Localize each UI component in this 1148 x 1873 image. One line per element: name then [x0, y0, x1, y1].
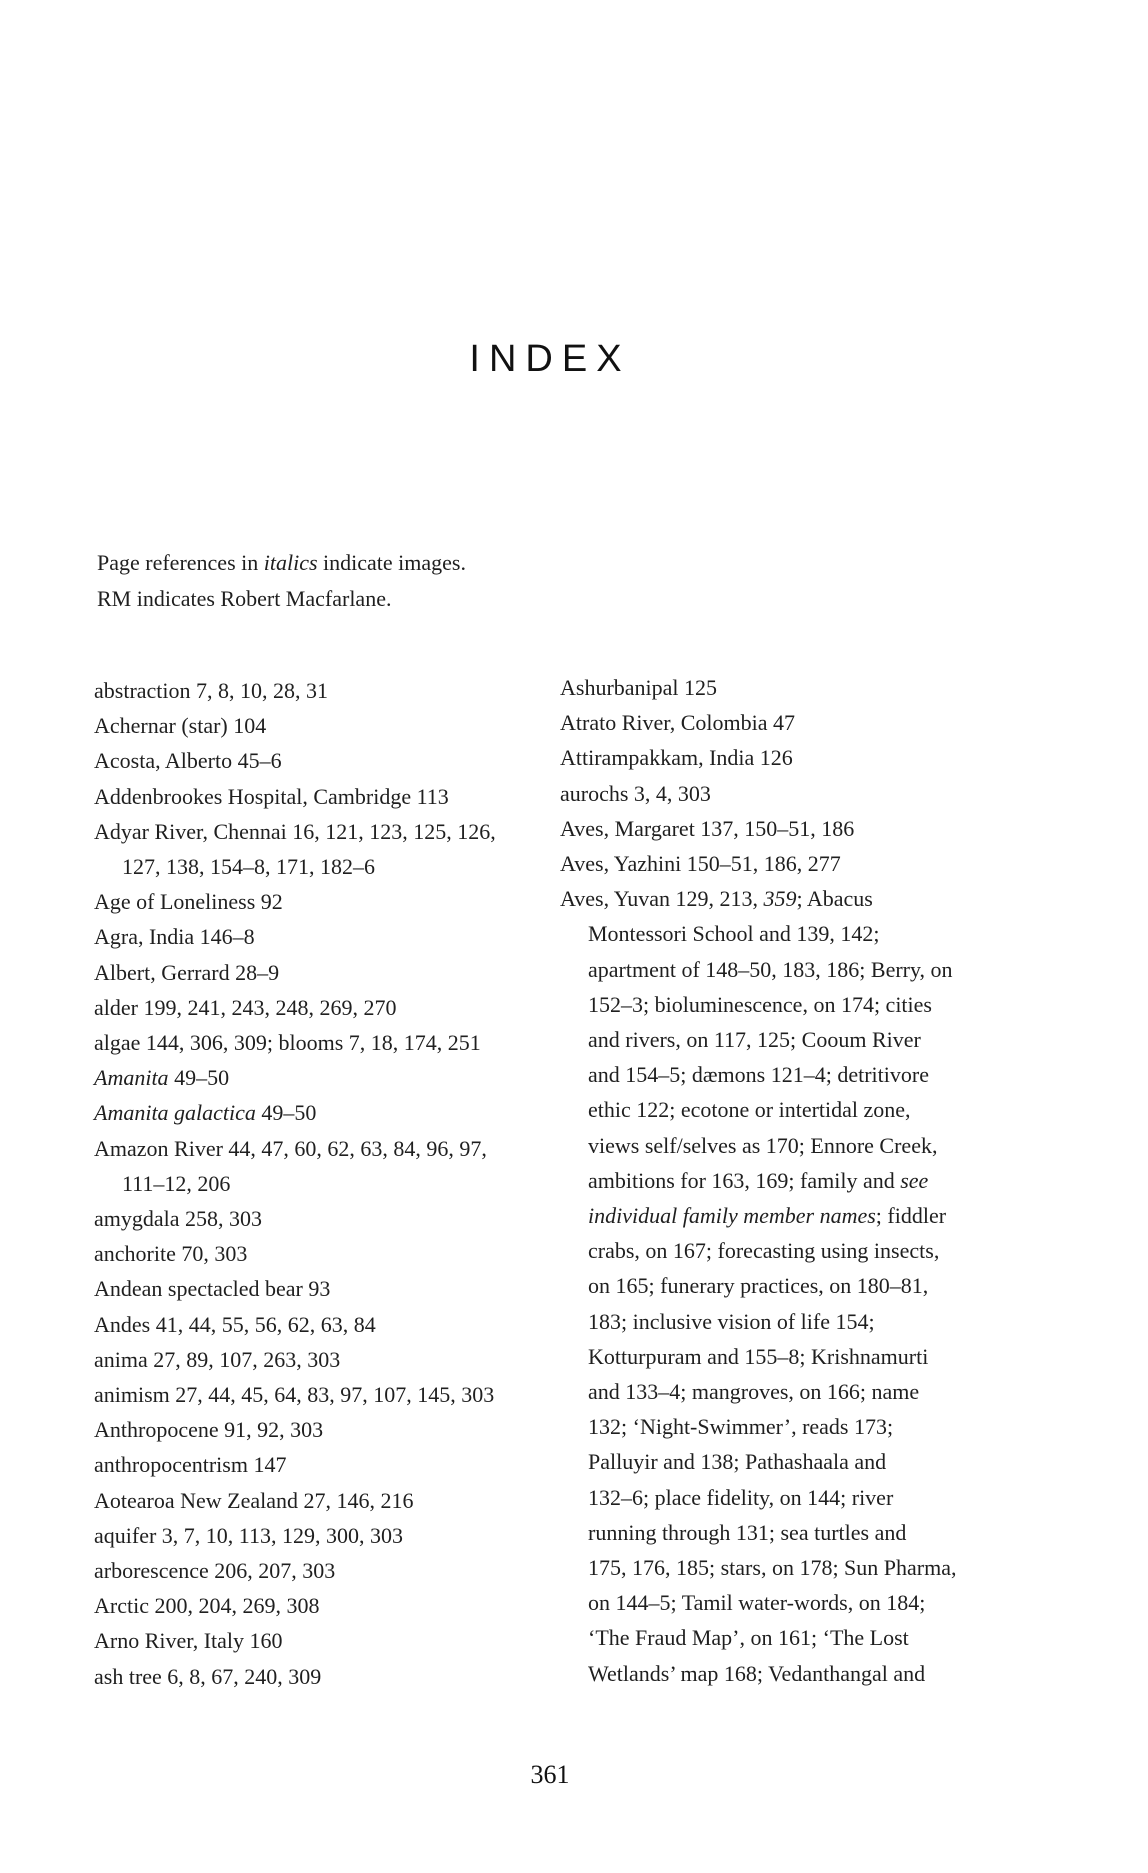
index-entry-continuation: Kotturpuram and 155–8; Krishnamurti [588, 1343, 929, 1369]
italics-note-start: Page references in [97, 550, 264, 575]
index-entry: algae 144, 306, 309; blooms 7, 18, 174, 251 [94, 1030, 481, 1056]
index-entry: Arctic 200, 204, 269, 308 [94, 1593, 320, 1619]
index-entry: alder 199, 241, 243, 248, 269, 270 [94, 994, 397, 1020]
index-entry-continuation [560, 1163, 1020, 1198]
index-entry: Anthropocene 91, 92, 303 [94, 1417, 324, 1443]
index-entry [94, 1060, 554, 1095]
index-column-right [560, 670, 1020, 1691]
index-entry: animism 27, 44, 45, 64, 83, 97, 107, 145, 303 [94, 1382, 495, 1408]
index-entry-continuation: 132; ‘Night-Swimmer’, reads 173; [588, 1414, 894, 1440]
index-entry-continuation: 183; inclusive vision of life 154; [588, 1308, 875, 1334]
index-entry-continuation: and 154–5; dæmons 121–4; detritivore [588, 1062, 929, 1088]
family-names-reference: individual family member names [588, 1203, 876, 1229]
index-entry-continuation: apartment of 148–50, 183, 186; Berry, on [588, 956, 953, 982]
index-entry-italic-term: Amanita galactica [94, 1100, 256, 1126]
page-title: INDEX [469, 338, 631, 380]
index-entry: anchorite 70, 303 [94, 1241, 248, 1267]
index-entry: amygdala 258, 303 [94, 1206, 263, 1232]
index-entry-yuvan [560, 881, 1020, 916]
index-entry: Age of Loneliness 92 [94, 889, 283, 915]
index-entry: Andean spectacled bear 93 [94, 1276, 331, 1302]
index-entry: arborescence 206, 207, 303 [94, 1558, 336, 1584]
index-entry-continuation: Montessori School and 139, 142; [588, 921, 880, 947]
index-entry-continuation: 152–3; bioluminescence, on 174; cities [588, 991, 932, 1017]
yuvan-after: ; Abacus [796, 886, 873, 912]
index-entry: Albert, Gerrard 28–9 [94, 959, 280, 985]
index-entry-continuation: 127, 138, 154–8, 171, 182–6 [122, 854, 375, 880]
index-entry [94, 1095, 554, 1130]
index-entry-pages: 49–50 [168, 1065, 230, 1091]
index-entry-continuation: 111–12, 206 [122, 1170, 231, 1196]
index-entry: Arno River, Italy 160 [94, 1628, 283, 1654]
index-entry: aquifer 3, 7, 10, 113, 129, 300, 303 [94, 1522, 403, 1548]
index-column-left [94, 673, 554, 1694]
index-entry-continuation: and rivers, on 117, 125; Cooum River [588, 1027, 921, 1053]
index-entry: Adyar River, Chennai 16, 121, 123, 125, 126, [94, 818, 496, 844]
index-entry: Amazon River 44, 47, 60, 62, 63, 84, 96, 97, [94, 1135, 487, 1161]
index-entry-italic-term: Amanita [94, 1065, 169, 1091]
index-entry: Addenbrookes Hospital, Cambridge 113 [94, 783, 449, 809]
index-entry: Attirampakkam, India 126 [560, 745, 793, 771]
index-entry: ash tree 6, 8, 67, 240, 309 [94, 1663, 322, 1689]
index-entry-continuation: ‘The Fraud Map’, on 161; ‘The Lost [588, 1625, 909, 1651]
family-line-start: ambitions for 163, 169; family and [588, 1167, 901, 1193]
index-entry-continuation: crabs, on 167; forecasting using insects, [588, 1238, 940, 1264]
index-entry-continuation: Palluyir and 138; Pathashaala and [588, 1449, 887, 1475]
index-entry: abstraction 7, 8, 10, 28, 31 [94, 678, 329, 703]
italics-note-word: italics [263, 550, 318, 575]
index-entry: Aves, Margaret 137, 150–51, 186 [560, 815, 855, 841]
rm-note: RM indicates Robert Macfarlane. [97, 586, 392, 611]
index-entry: Ashurbanipal 125 [560, 675, 718, 700]
index-entry-continuation: on 165; funerary practices, on 180–81, [588, 1273, 929, 1299]
italics-note-end: indicate images. [317, 550, 466, 575]
index-entry: anthropocentrism 147 [94, 1452, 287, 1478]
index-entry-continuation: running through 131; sea turtles and [588, 1519, 907, 1545]
family-line-after: ; fiddler [875, 1203, 947, 1229]
index-entry-pages: 49–50 [255, 1100, 317, 1126]
index-entry-continuation: and 133–4; mangroves, on 166; name [588, 1379, 920, 1405]
yuvan-start: Aves, Yuvan 129, 213, [560, 886, 764, 912]
italics-note [97, 545, 466, 581]
index-entry: Acosta, Alberto 45–6 [94, 748, 282, 774]
index-entry: Atrato River, Colombia 47 [560, 710, 795, 736]
index-entry-continuation: 175, 176, 185; stars, on 178; Sun Pharma, [588, 1555, 957, 1581]
index-entry-continuation: 132–6; place fidelity, on 144; river [588, 1484, 894, 1510]
index-entry: Aves, Yazhini 150–51, 186, 277 [560, 851, 841, 877]
index-entry: Andes 41, 44, 55, 56, 62, 63, 84 [94, 1311, 376, 1337]
index-entry-continuation [560, 1198, 1020, 1233]
index-entry: Aotearoa New Zealand 27, 146, 216 [94, 1487, 414, 1513]
yuvan-image-page: 359 [763, 886, 797, 912]
index-entry: Achernar (star) 104 [94, 713, 267, 739]
index-entry-continuation: views self/selves as 170; Ennore Creek, [588, 1132, 938, 1158]
index-entry: Agra, India 146–8 [94, 924, 255, 950]
see-reference: see [900, 1167, 929, 1193]
index-entry-continuation: on 144–5; Tamil water-words, on 184; [588, 1590, 926, 1616]
index-entry: aurochs 3, 4, 303 [560, 780, 711, 806]
index-entry-continuation: ethic 122; ecotone or intertidal zone, [588, 1097, 911, 1123]
page-number: 361 [530, 1760, 570, 1789]
index-entry: anima 27, 89, 107, 263, 303 [94, 1346, 341, 1372]
index-entry-continuation: Wetlands’ map 168; Vedanthangal and [588, 1660, 926, 1686]
